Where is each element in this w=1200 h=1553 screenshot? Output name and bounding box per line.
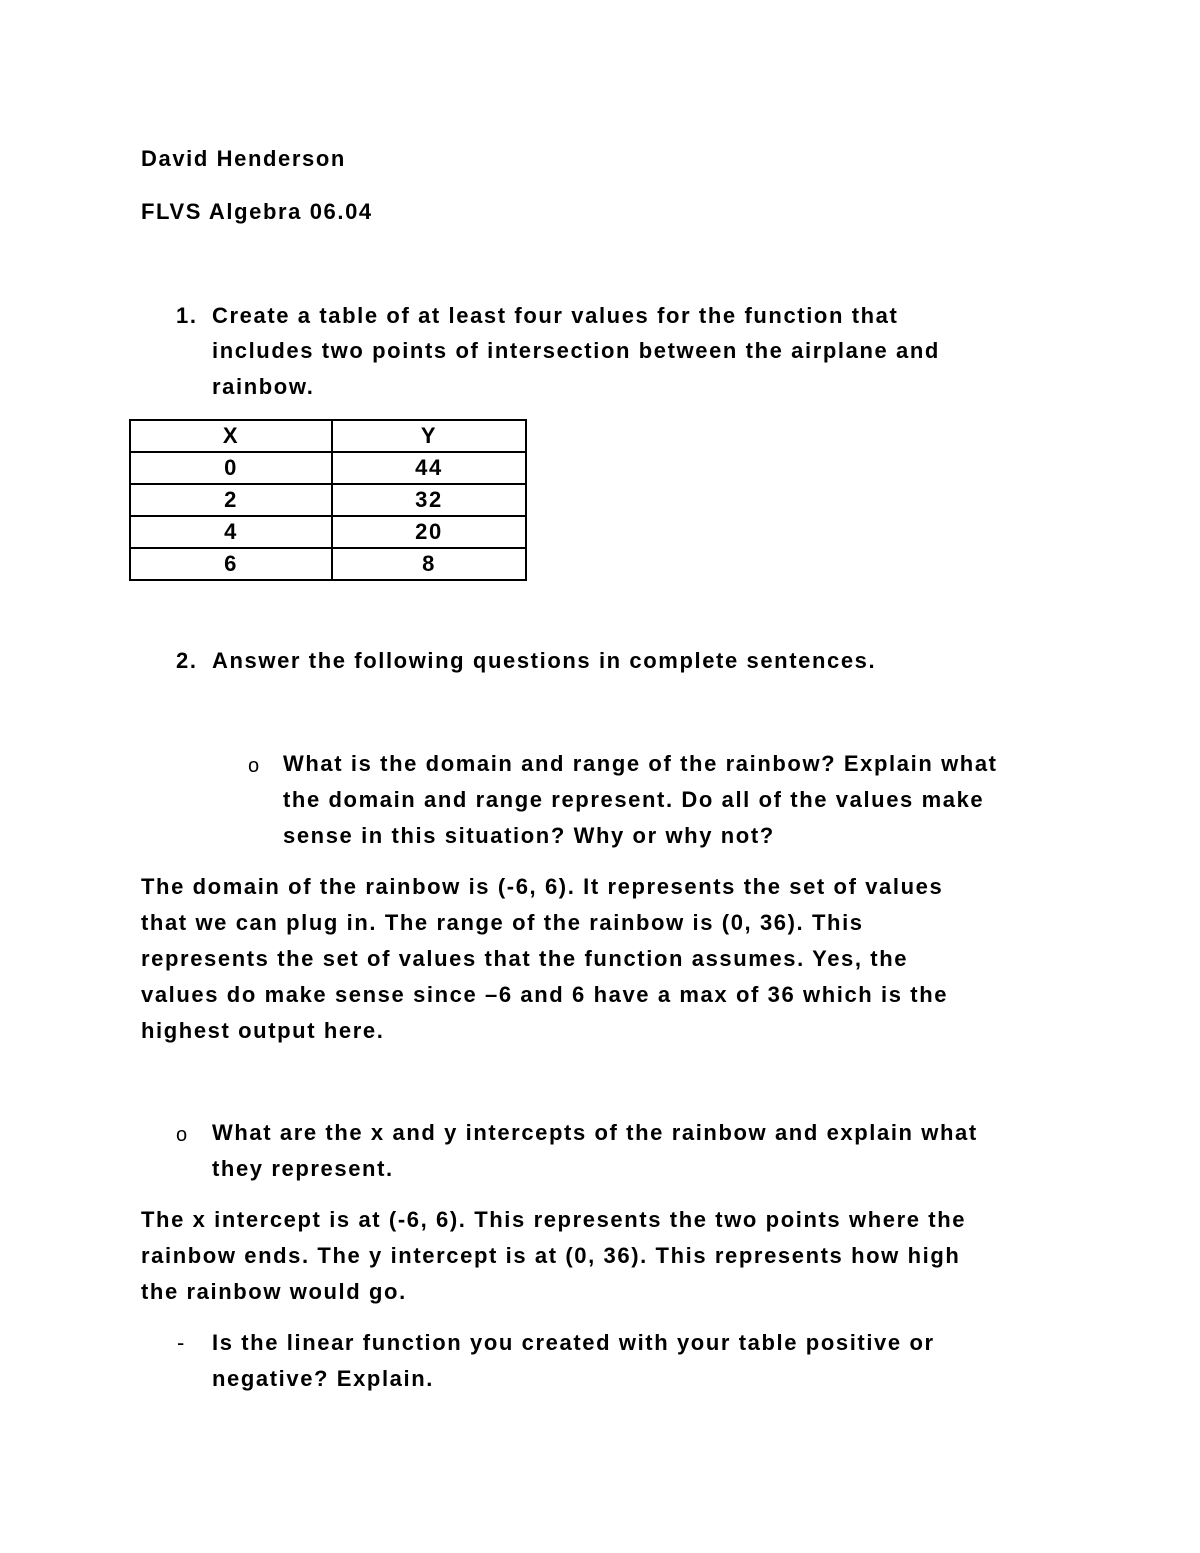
answer-a-line: values do make sense since –6 and 6 have a max of 36 which is the — [141, 982, 949, 1007]
hollow-bullet-icon: o — [248, 755, 261, 777]
values-table — [129, 419, 527, 581]
answer-a-line: highest output here. — [141, 1018, 385, 1043]
sub-question-c-line: negative? Explain. — [212, 1366, 434, 1391]
sub-question-b-line: What are the x and y intercepts of the rainbow and explain what — [212, 1120, 978, 1145]
answer-b-line: the rainbow would go. — [141, 1279, 407, 1304]
table-cell-x: 6 — [130, 548, 332, 580]
table-header-x: X — [130, 420, 332, 452]
question-1-line: includes two points of intersection between the airplane and — [212, 338, 940, 363]
question-1-number: 1. — [176, 303, 198, 328]
table-cell-y: 32 — [332, 484, 526, 516]
sub-question-a-line: the domain and range represent. Do all of the values make — [283, 787, 985, 812]
table-row — [130, 516, 526, 548]
question-1-line: rainbow. — [212, 374, 315, 399]
table-cell-x: 0 — [130, 452, 332, 484]
table-header-row — [130, 420, 526, 452]
table-row — [130, 484, 526, 516]
dash-bullet-icon: - — [177, 1330, 186, 1355]
answer-a-line: represents the set of values that the function assumes. Yes, the — [141, 946, 909, 971]
table-cell-y: 44 — [332, 452, 526, 484]
sub-question-c-line: Is the linear function you created with your table positive or — [212, 1330, 935, 1355]
question-2-text: Answer the following questions in complete sentences. — [212, 648, 877, 673]
question-1-line: Create a table of at least four values for the function that — [212, 303, 899, 328]
sub-question-a-line: sense in this situation? Why or why not? — [283, 823, 775, 848]
answer-b-line: rainbow ends. The y intercept is at (0, 36). This represents how high — [141, 1243, 961, 1268]
sub-question-a-line: What is the domain and range of the rainbow? Explain what — [283, 751, 998, 776]
table-row — [130, 548, 526, 580]
table-header-y: Y — [332, 420, 526, 452]
table-cell-x: 4 — [130, 516, 332, 548]
hollow-bullet-icon: o — [176, 1124, 189, 1146]
table-cell-y: 20 — [332, 516, 526, 548]
table-cell-y: 8 — [332, 548, 526, 580]
question-2-number: 2. — [176, 648, 198, 673]
answer-a-line: The domain of the rainbow is (-6, 6). It represents the set of values — [141, 874, 944, 899]
answer-b-line: The x intercept is at (-6, 6). This represents the two points where the — [141, 1207, 967, 1232]
course-title: FLVS Algebra 06.04 — [141, 199, 373, 224]
student-name: David Henderson — [141, 146, 346, 171]
table-row — [130, 452, 526, 484]
table-cell-x: 2 — [130, 484, 332, 516]
sub-question-b-line: they represent. — [212, 1156, 394, 1181]
answer-a-line: that we can plug in. The range of the rainbow is (0, 36). This — [141, 910, 864, 935]
